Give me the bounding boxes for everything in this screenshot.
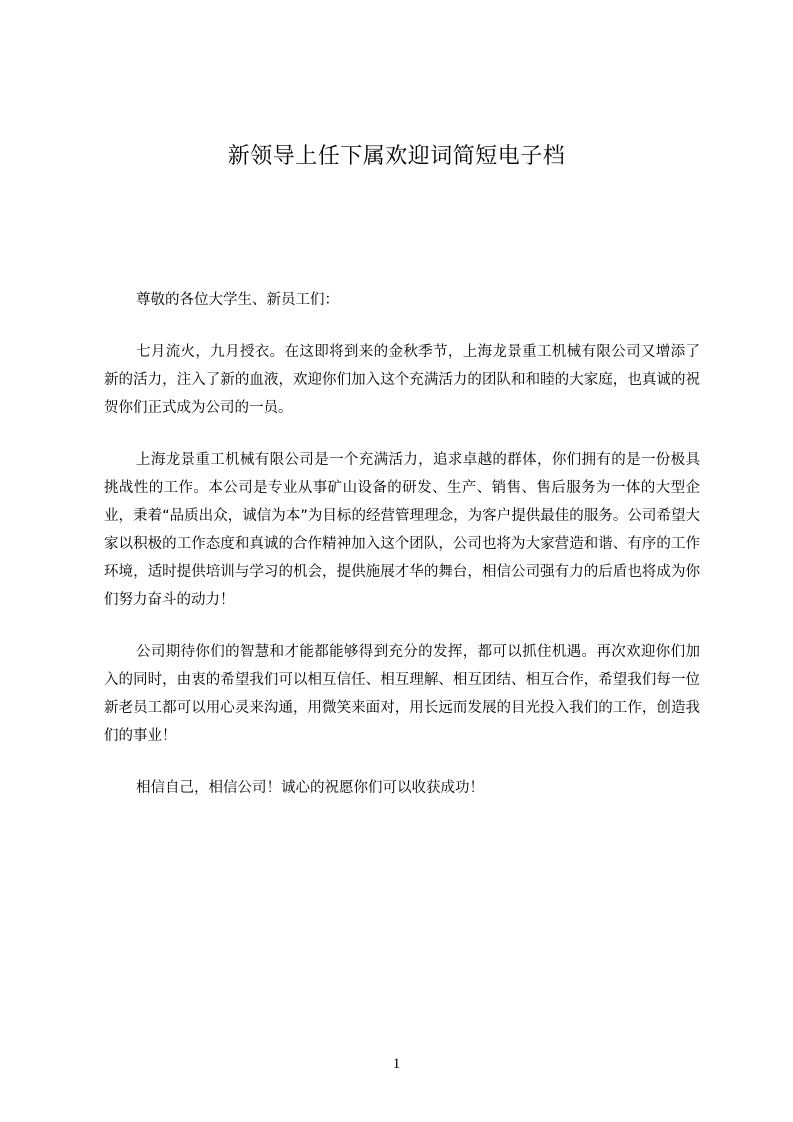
document-body (104, 286, 700, 826)
salutation: 尊敬的各位大学生、新员工们： (136, 292, 339, 308)
paragraph-expectation: 公司期待你们的智慧和才能都能够得到充分的发挥，都可以抓住机遇。再次欢迎你们加入的同时，由衷的希望我们可以相互信任、相互理解、相互团结、相互合作，希望我们每一位新老员工都可以用心灵来沟通，用微笑来面对，用长远而发展的目光投入我们的工作，创造我们的事业！ (104, 644, 700, 744)
paragraph-company: 上海龙景重工机械有限公司是一个充满活力，追求卓越的群体，你们拥有的是一份极具挑战性的工作。本公司是专业从事矿山设备的研发、生产、销售、售后服务为一体的大型企业，秉着“品质出众，诚信为本”为目标的经营管理理念，为客户提供最佳的服务。公司希望大家以积极的工作态度和真诚的合作精神加入这个团队，公司也将为大家营造和谐、有序的工作环境，适时提供培训与学习的机会，提供施展才华的舞台，相信公司强有力的后盾也将成为你们努力奋斗的动力！ (104, 452, 700, 608)
page-number: 1 (392, 1056, 401, 1072)
paragraph-closing: 相信自己，相信公司！诚心的祝愿你们可以收获成功！ (136, 780, 484, 796)
document-title: 新领导上任下属欢迎词简短电子档 (227, 144, 566, 169)
paragraph-intro: 七月流火，九月授衣。在这即将到来的金秋季节，上海龙景重工机械有限公司又增添了新的活力，注入了新的血液，欢迎你们加入这个充满活力的团队和和睦的大家庭，也真诚的祝贺你们正式成为公司的一员。 (104, 344, 700, 416)
